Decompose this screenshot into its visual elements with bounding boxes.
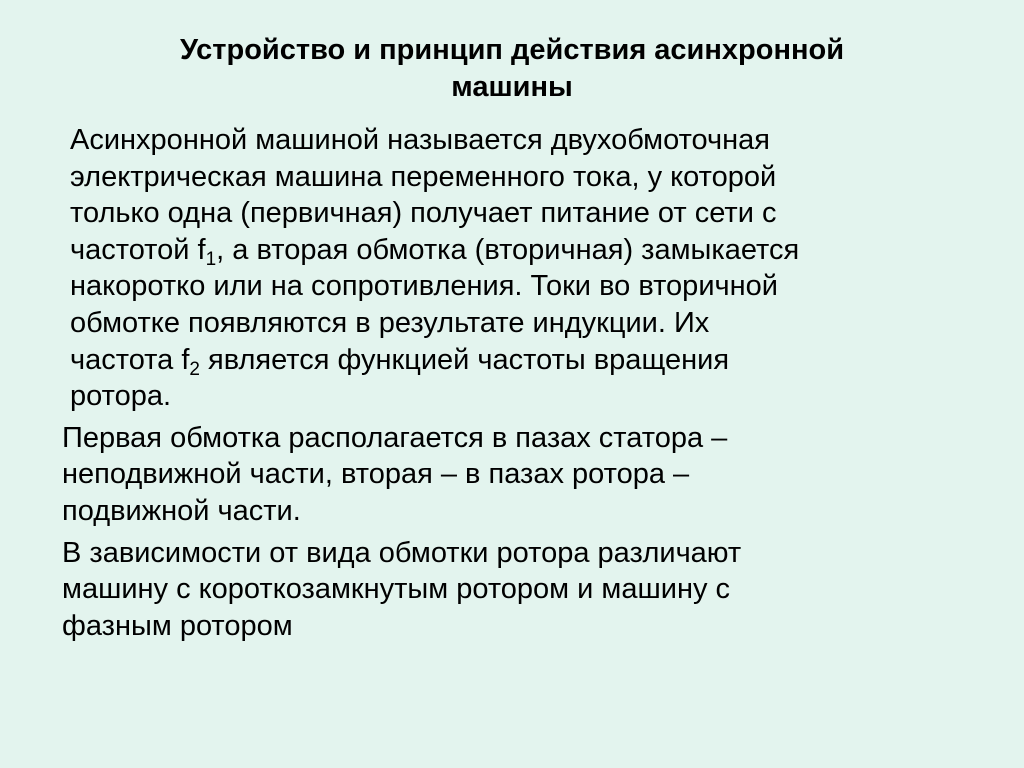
paragraph-line: обмотке появляются в результате индукции. Их [70,306,710,339]
title-line-1: Устройство и принцип действия асинхронной [179,34,845,66]
paragraph-line: подвижной части. [62,494,301,527]
title-line-2: машины [451,71,573,103]
subscript-1: 1 [205,248,217,270]
paragraph-line [70,342,982,380]
paragraph-line: ротора. [70,380,172,413]
paragraph-rotor-types [62,535,982,645]
paragraph-definition [62,122,982,415]
paragraph-line: фазным ротором [62,609,293,642]
paragraph-line: накоротко или на сопротивления. Токи во вторичной [70,270,778,303]
text-fragment: частота f [70,343,190,376]
text-fragment: , а вторая обмотка (вторичная) замыкается [216,233,800,266]
paragraph-line: В зависимости от вида обмотки ротора различают [62,536,742,569]
paragraph-line: неподвижной части, вторая – в пазах ротора – [62,458,690,491]
paragraph-line: электрическая машина переменного тока, у которой [70,160,777,193]
slide-body [62,122,982,649]
paragraph-line: Асинхронной машиной называется двухобмоточная [70,124,771,156]
subscript-2: 2 [189,358,200,380]
paragraph-line [70,232,982,270]
paragraph-line: только одна (первичная) получает питание от сети с [70,197,777,230]
paragraph-line: Первая обмотка располагается в пазах статора – [62,421,728,454]
paragraph-windings [62,420,982,530]
text-fragment: частотой f [70,233,206,266]
paragraph-line: машину с короткозамкнутым ротором и машину с [62,573,731,606]
slide-title [60,32,964,106]
text-fragment: является функцией частоты вращения [199,343,730,376]
